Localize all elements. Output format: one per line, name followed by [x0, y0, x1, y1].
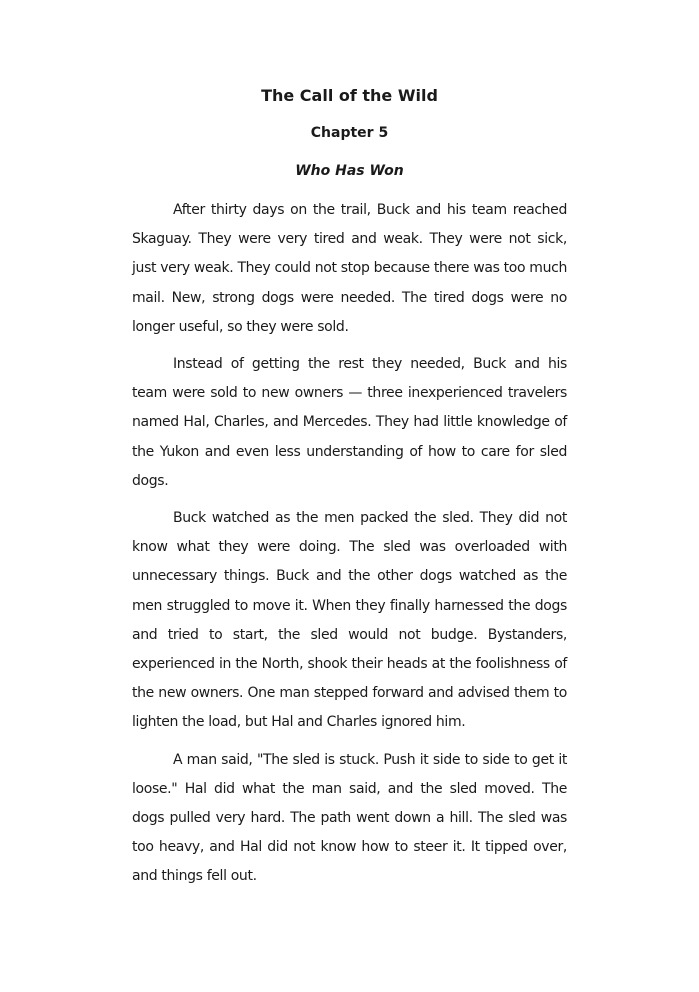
document-body [132, 84, 567, 900]
paragraph-3: Buck watched as the men packed the sled. They did not know what they were doing. The sled was overloaded with unnecessary things. Buck and the other dogs watched as the men struggled to move it. When they finally harnessed the dogs and tried to start, the sled would not budge. Bystanders, experienced in the North, shook their heads at the foolishness of the new owners. One man stepped forward and advised them to lighten the load, but Hal and Charles ignored him. [132, 510, 567, 731]
paragraph-2: Instead of getting the rest they needed, Buck and his team were sold to new owners — three inexperienced travelers named Hal, Charles, and Mercedes. They had little knowledge of the Yukon and even less understanding of how to care for sled dogs. [132, 356, 567, 489]
paragraph-1: After thirty days on the trail, Buck and his team reached Skaguay. They were very tired and weak. They were not sick, just very weak. They could not stop because there was too much mail. New, strong dogs were needed. The tired dogs were no longer useful, so they were sold. [132, 202, 567, 335]
paragraph-4: A man said, "The sled is stuck. Push it side to side to get it loose." Hal did what the man said, and the sled moved. The dogs pulled very hard. The path went down a hill. The sled was too heavy, and Hal did not know how to steer it. It tipped over, and things fell out. [132, 751, 567, 885]
book-title: The Call of the Wild [261, 86, 438, 105]
chapter-heading: Chapter 5 [310, 125, 389, 141]
chapter-subtitle: Who Has Won [295, 163, 404, 179]
